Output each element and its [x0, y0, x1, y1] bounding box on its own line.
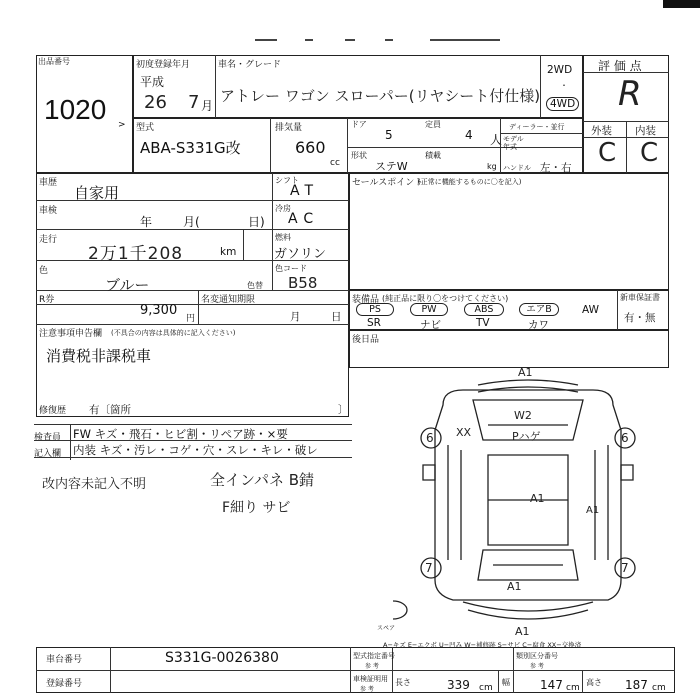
drive-2wd: 2WD	[547, 64, 573, 76]
mark-a1-mid: A1	[530, 492, 545, 505]
equip-airbag: エアB	[519, 303, 559, 316]
displacement-unit: cc	[330, 158, 340, 168]
rear-box	[349, 330, 669, 368]
height-unit: cm	[652, 683, 666, 693]
recycle-unit: 円	[186, 314, 196, 324]
mark-6-right: 6	[621, 431, 629, 445]
equip-aw: AW	[582, 304, 599, 316]
exterior-label: 外装	[591, 125, 612, 137]
lot-number: 1020	[44, 94, 107, 125]
notes-value: 消費税非課税車	[46, 347, 152, 365]
chassis-value: S331G-0026380	[165, 650, 279, 666]
interior-value: C	[640, 138, 659, 168]
displacement-value: 660	[295, 138, 326, 157]
first-reg-month-unit: 月	[201, 99, 214, 113]
equipment-label: 装備品	[352, 295, 380, 305]
doors-value: 5	[385, 128, 393, 142]
inspector-line: FW キズ・飛石・ヒビ割・リペア跡・×要	[73, 427, 288, 441]
top-crop-marks	[255, 36, 505, 42]
mileage-label: 走行	[39, 235, 58, 245]
evaluation-label: 評 価 点	[598, 59, 642, 73]
registration-label: 登録番号	[46, 679, 83, 689]
lot-arrow: >	[118, 120, 126, 130]
rear-seat-label: 後日品	[352, 335, 380, 345]
cert-sub: 参 考	[360, 686, 374, 693]
sales-point-note: (正常に機能するものに〇を記入)	[418, 178, 522, 186]
dealer-label: ディーラー・並行	[509, 123, 565, 131]
width-value: 147	[540, 678, 563, 692]
color-value: ブルー	[105, 276, 150, 294]
shape-value: ステW	[375, 160, 408, 173]
damage-legend: A−キズ E−エクボ U−凹み W−補修跡 S−サビ C−腐食 XX−交換済	[383, 641, 582, 649]
drive-dot: ・	[560, 81, 568, 90]
mark-6-left: 6	[426, 431, 434, 445]
load-label: 積載	[425, 151, 441, 160]
height-label: 高さ	[586, 678, 602, 687]
lot-label-cut: 出品番号	[38, 57, 70, 66]
inspection-day: 日)	[248, 215, 265, 229]
fuel-value: ガソリン	[274, 247, 327, 262]
mark-xx: XX	[456, 426, 472, 439]
type-label: 型式	[136, 123, 155, 133]
mark-a1-right: A1	[586, 505, 600, 516]
recycle-label: R券	[39, 295, 55, 305]
sales-point-label: セールスポイント	[352, 178, 424, 188]
shift-label: シフト	[275, 176, 299, 185]
drive-4wd: 4WD	[546, 97, 579, 111]
notes-label: 注意事項申告欄	[39, 329, 103, 339]
model-year-label: モデル 年式	[503, 135, 524, 151]
repair-close: 〕	[338, 404, 349, 416]
model-spec-label: 型式指定番号	[353, 652, 395, 660]
corner-mark	[663, 0, 700, 8]
length-unit: cm	[479, 683, 493, 693]
repair-value: 有〔箇所	[89, 404, 131, 416]
mark-phage: Pハゲ	[512, 430, 541, 443]
exterior-value: C	[598, 138, 617, 168]
type-value: ABA-S331G改	[140, 139, 241, 157]
width-unit: cm	[566, 683, 580, 693]
interior-label: 内装	[635, 125, 656, 137]
length-value: 339	[447, 678, 470, 692]
fuel-label: 燃料	[275, 233, 291, 242]
mileage-value: 2万1千208	[88, 244, 184, 264]
model-spec-sub: 参 考	[365, 663, 379, 670]
length-label: 長さ	[395, 678, 411, 687]
repair-label: 修復歴	[39, 406, 67, 416]
tax-notice-day: 日	[331, 311, 342, 323]
doors-label: ドア	[351, 120, 367, 129]
tax-notice-label: 名変通知期限	[201, 295, 256, 305]
equip-pw: PW	[410, 303, 448, 316]
displacement-label: 排気量	[275, 123, 303, 133]
notes-note: (不具合の内容は具体的に記入ください)	[111, 329, 236, 337]
load-unit: kg	[487, 162, 497, 171]
chassis-label: 車台番号	[46, 655, 83, 665]
color-code-value: B58	[288, 274, 318, 292]
color-code-label: 色コード	[275, 264, 307, 273]
capacity-label: 定員	[425, 120, 441, 129]
ac-label: 冷房	[275, 204, 291, 213]
class-no-label: 類別区分番号	[516, 652, 558, 660]
usage-value: 自家用	[74, 184, 120, 202]
recycle-value: 9,300	[140, 303, 178, 318]
model-grade-label: 車名・グレード	[218, 60, 282, 70]
details-box	[36, 173, 349, 417]
inspection-month: 月(	[183, 215, 200, 229]
mileage-unit: km	[220, 246, 237, 258]
mark-7-right: 7	[621, 561, 629, 575]
ac-value: AC	[288, 211, 320, 227]
first-reg-month: 7	[188, 92, 200, 113]
handle-label: ハンドル	[503, 164, 531, 172]
height-value: 187	[625, 678, 648, 692]
inspection-label: 車検	[39, 206, 58, 216]
equip-ps: PS	[356, 303, 394, 316]
color-no-label: 色替	[247, 281, 263, 290]
mark-a1-top: A1	[518, 366, 533, 379]
first-reg-year: 26	[144, 92, 167, 113]
mark-a1-rear: A1	[507, 580, 522, 593]
handwritten-note-3: F細り サビ	[222, 500, 291, 516]
handle-value: 左・右	[540, 162, 572, 174]
width-label: 幅	[502, 678, 510, 687]
mark-7-left: 7	[425, 561, 433, 575]
usage-label: 車歴	[39, 178, 58, 188]
record-line: 内装 キズ・汚レ・コゲ・穴・スレ・キレ・破レ	[73, 443, 318, 457]
equip-tv: TV	[476, 317, 490, 329]
warranty-value: 有・無	[624, 312, 656, 324]
equip-navi: ナビ	[420, 319, 441, 331]
shift-value: AT	[290, 183, 320, 199]
tax-notice-month: 月	[290, 311, 301, 323]
evaluation-score: R	[618, 74, 642, 114]
capacity-unit: 人	[490, 133, 503, 147]
first-reg-label: 初度登録年月	[136, 60, 191, 70]
handwritten-note-1: 改内容未記入不明	[42, 477, 147, 492]
sales-point-box	[349, 173, 669, 290]
shape-label: 形状	[351, 151, 367, 160]
color-label: 色	[39, 266, 49, 276]
warranty-label: 新車保証書	[620, 293, 660, 302]
model-grade-value: アトレー ワゴン スローパー(リヤシート付仕様)	[220, 87, 541, 105]
capacity-value: 4	[465, 128, 473, 142]
first-reg-era: 平成	[140, 75, 165, 89]
record-label: 記入欄	[34, 449, 62, 459]
mark-w2: W2	[514, 409, 532, 422]
handwritten-note-2: 全インパネ B錆	[210, 471, 315, 489]
mark-a1-bottom: A1	[515, 625, 530, 638]
class-no-sub: 参 考	[530, 663, 544, 670]
spare-label: スペア	[377, 625, 396, 632]
equipment-note: (純正品に限り〇をつけてください)	[382, 294, 509, 303]
equip-abs: ABS	[464, 303, 504, 316]
inspection-year: 年	[140, 215, 153, 229]
equip-leather: カワ	[528, 319, 549, 331]
inspector-label: 検査員	[34, 433, 62, 443]
cert-label: 車検証明用	[353, 675, 388, 683]
equip-sr: SR	[367, 317, 381, 329]
